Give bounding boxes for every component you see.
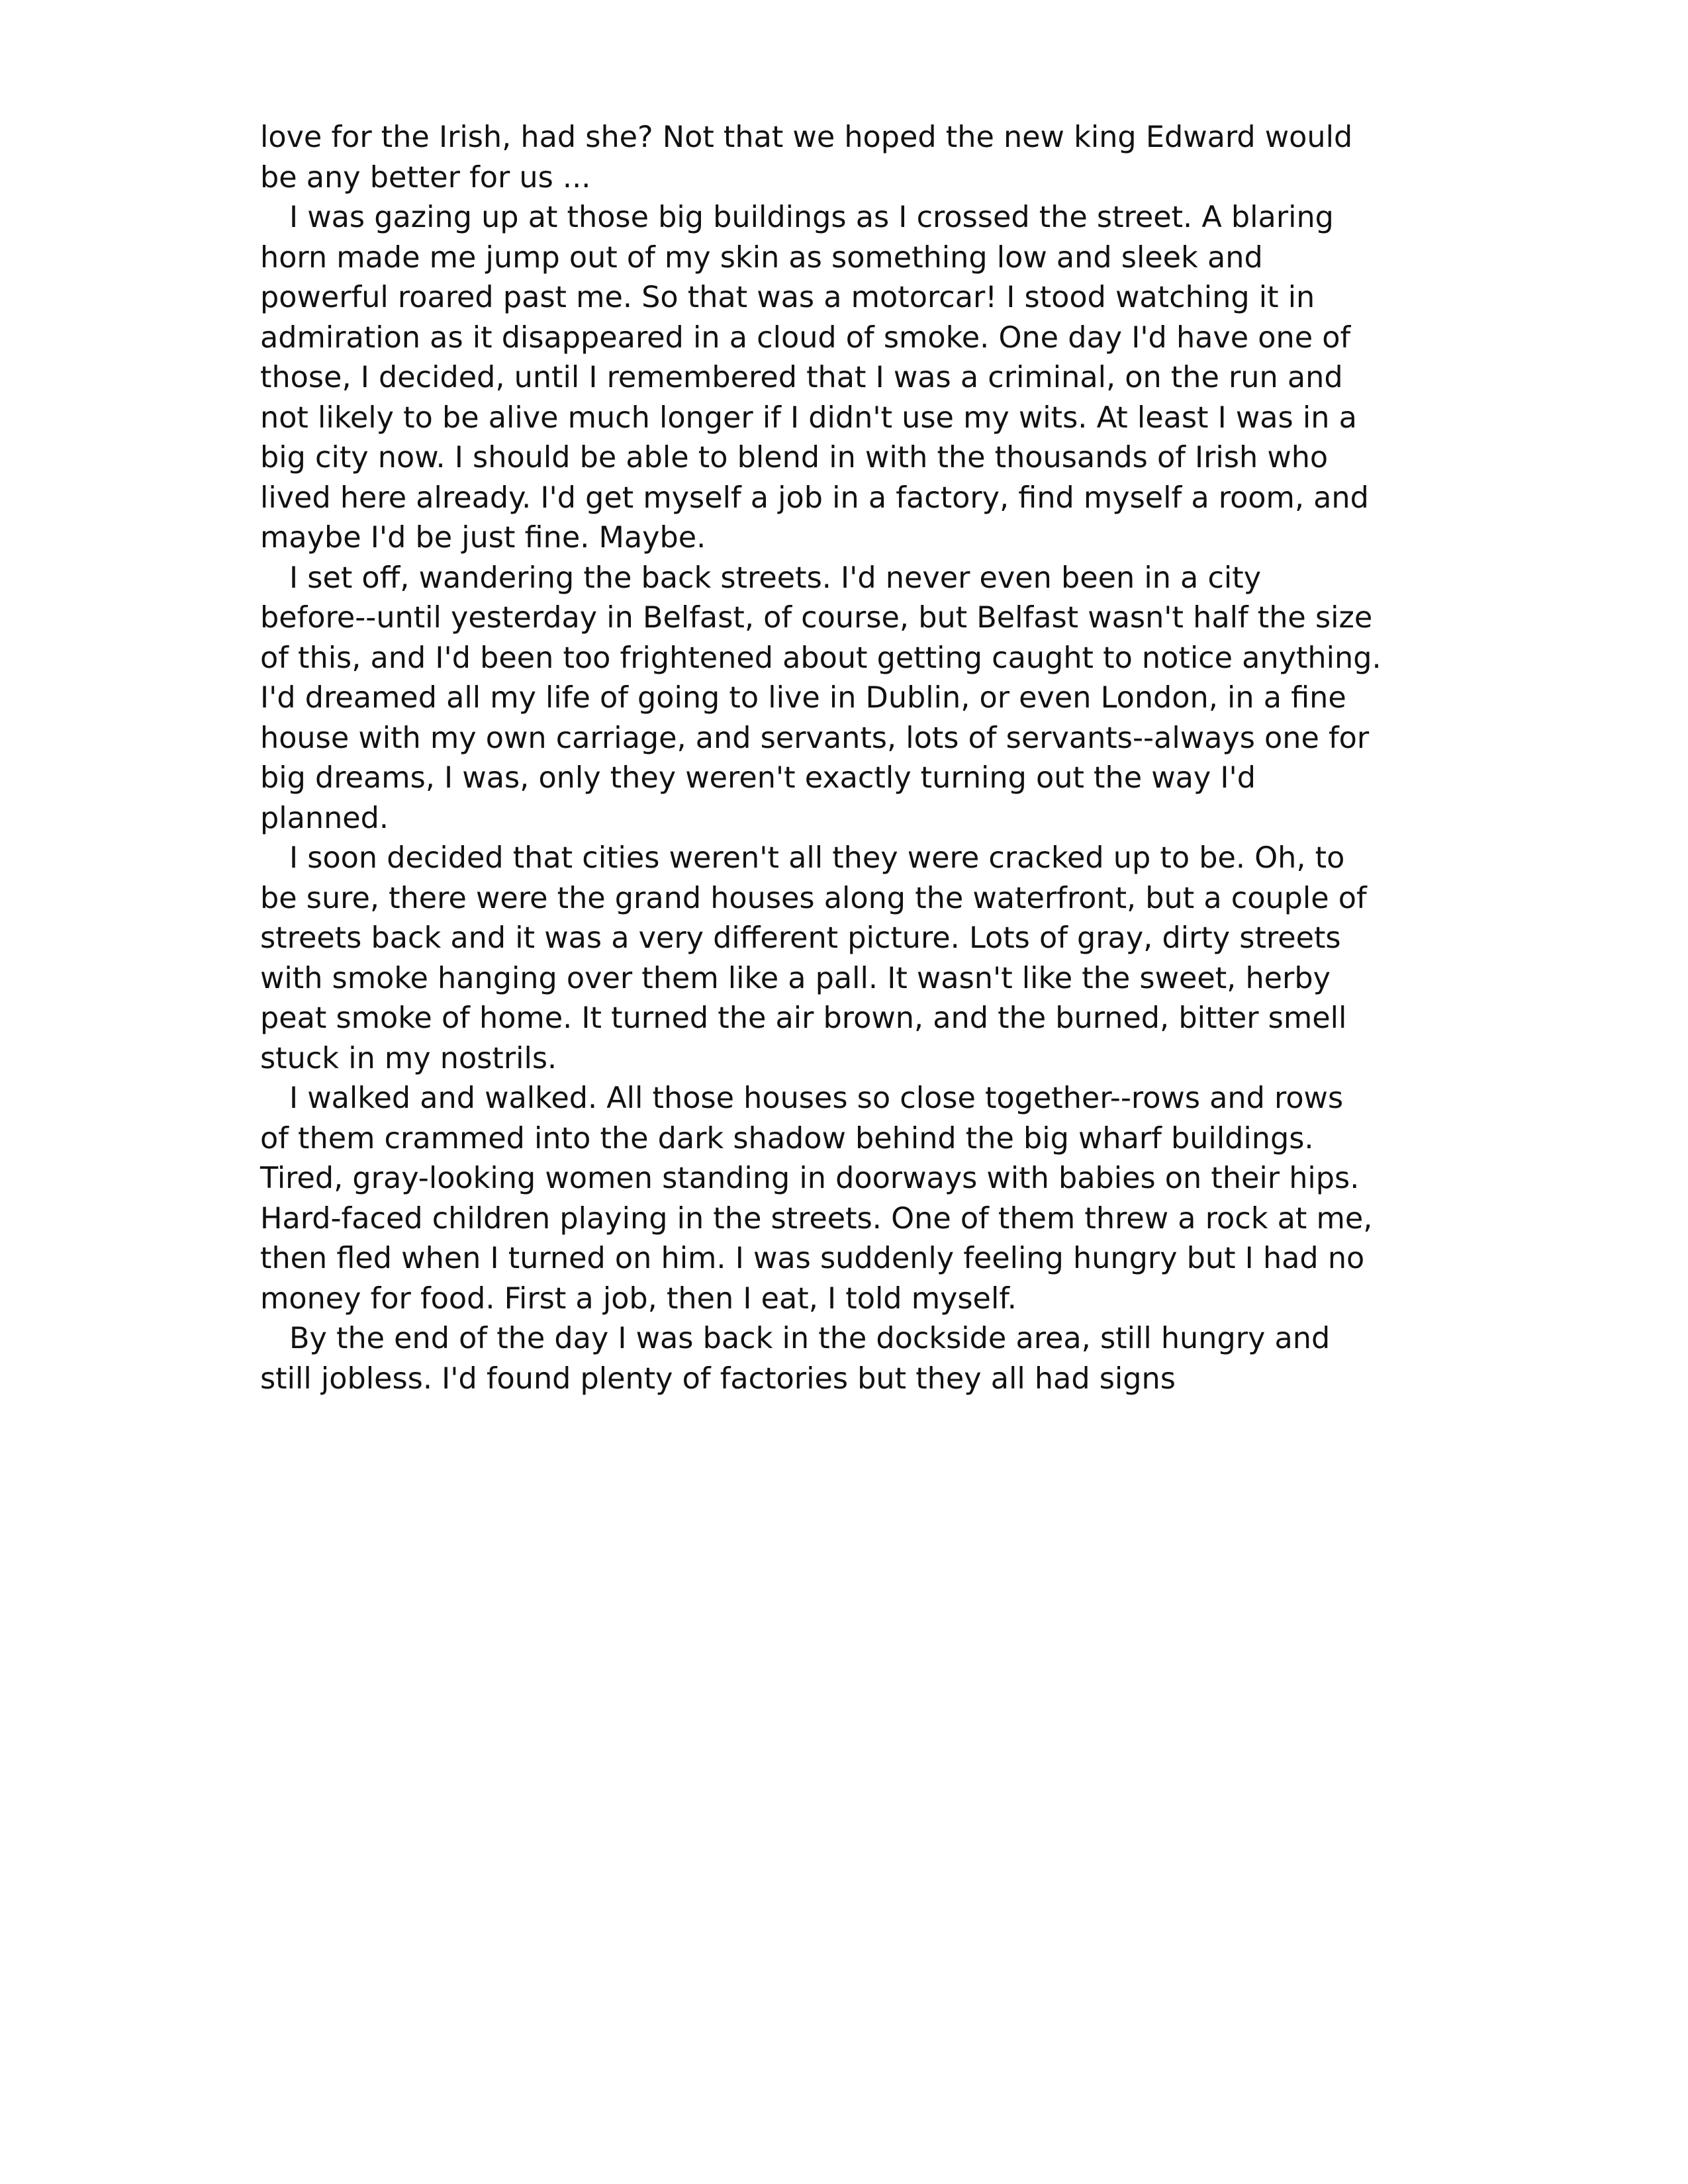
- text-line: money for food. First a job, then I eat, I told myself.: [260, 1281, 1017, 1316]
- text-line: Tired, gray-looking women standing in doorways with babies on their hips.: [260, 1161, 1360, 1195]
- text-line: I'd dreamed all my life of going to live in Dublin, or even London, in a fine: [260, 681, 1346, 715]
- text-line: stuck in my nostrils.: [260, 1041, 557, 1075]
- paragraph-start-line: I walked and walked. All those houses so close together--rows and rows: [289, 1081, 1344, 1115]
- text-line: love for the Irish, had she? Not that we hoped the new king Edward would: [260, 120, 1353, 154]
- text-line: big dreams, I was, only they weren't exactly turning out the way I'd: [260, 761, 1256, 795]
- paragraph-start-line: I set off, wandering the back streets. I'd never even been in a city: [289, 561, 1262, 595]
- text-line: be sure, there were the grand houses along the waterfront, but a couple of: [260, 881, 1367, 915]
- paragraph-start-line: I was gazing up at those big buildings as I crossed the street. A blaring: [289, 201, 1334, 234]
- text-line: with smoke hanging over them like a pall. It wasn't like the sweet, herby: [260, 961, 1331, 995]
- text-line: peat smoke of home. It turned the air brown, and the burned, bitter smell: [260, 1001, 1347, 1035]
- paragraph-start-line: By the end of the day I was back in the dockside area, still hungry and: [289, 1322, 1331, 1355]
- text-line: of them crammed into the dark shadow behind the big wharf buildings.: [260, 1121, 1314, 1156]
- text-line: be any better for us ...: [260, 160, 591, 195]
- text-line: those, I decided, until I remembered that I was a criminal, on the run and: [260, 361, 1343, 394]
- paragraph-start-line: I soon decided that cities weren't all they were cracked up to be. Oh, to: [289, 841, 1345, 875]
- text-line: not likely to be alive much longer if I didn't use my wits. At least I was in a: [260, 400, 1357, 435]
- text-line: before--until yesterday in Belfast, of course, but Belfast wasn't half the size: [260, 601, 1373, 635]
- text-line: maybe I'd be just fine. Maybe.: [260, 521, 706, 555]
- text-line: planned.: [260, 801, 389, 835]
- text-line: then fled when I turned on him. I was suddenly feeling hungry but I had no: [260, 1242, 1365, 1275]
- text-line: horn made me jump out of my skin as something low and sleek and: [260, 240, 1263, 275]
- body-text: [260, 118, 1412, 1399]
- text-line: lived here already. I'd get myself a job in a factory, find myself a room, and: [260, 480, 1369, 515]
- text-line: still jobless. I'd found plenty of factories but they all had signs: [260, 1361, 1176, 1396]
- text-line: house with my own carriage, and servants, lots of servants--always one for: [260, 721, 1370, 755]
- text-line: streets back and it was a very different picture. Lots of gray, dirty streets: [260, 921, 1341, 955]
- text-line: admiration as it disappeared in a cloud of smoke. One day I'd have one of: [260, 320, 1351, 355]
- text-line: big city now. I should be able to blend in with the thousands of Irish who: [260, 441, 1329, 475]
- text-line: of this, and I'd been too frightened about getting caught to notice anything.: [260, 641, 1382, 675]
- text-line: powerful roared past me. So that was a motorcar! I stood watching it in: [260, 281, 1315, 314]
- text-line: Hard-faced children playing in the streets. One of them threw a rock at me,: [260, 1201, 1373, 1236]
